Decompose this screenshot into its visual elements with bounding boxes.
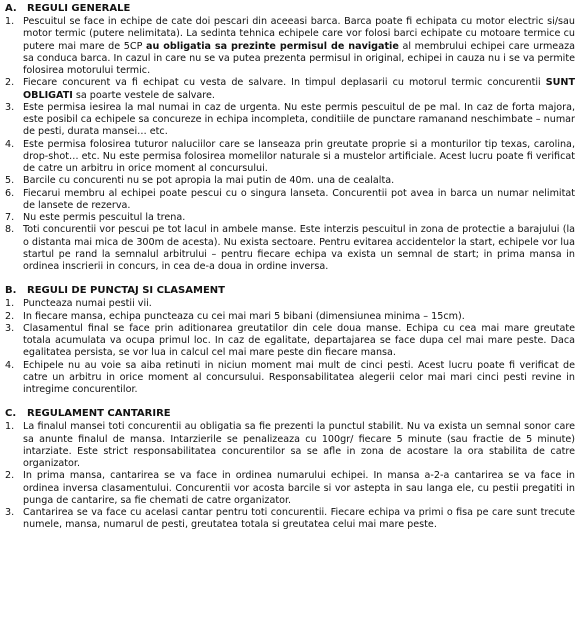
rule-number: 1.: [5, 421, 15, 433]
section-letter: C.: [5, 408, 17, 420]
rule-list: [5, 16, 575, 273]
section-title: REGULAMENT CANTARIRE: [27, 408, 171, 420]
rule-number: 3.: [5, 101, 15, 113]
rule-number: 1.: [5, 298, 15, 310]
rule-item: [5, 311, 575, 323]
section-heading: [5, 2, 575, 15]
rule-item: [5, 16, 575, 77]
rule-number: 4.: [5, 138, 15, 150]
rule-text: [23, 421, 575, 470]
rule-text-part: Este permisa iesirea la mal numai in caz de urgenta. Nu este permis pescuitul de pe mal. In caz de forta majora, este posibil ca echipele sa concureze in echipa incompleta, conditiile de punctare ramanand neschimbate – numar de pesti, durata mansei… etc.: [23, 101, 575, 138]
rule-text: [23, 77, 575, 102]
rule-text: [23, 212, 575, 224]
section-title: REGULI GENERALE: [27, 3, 131, 14]
section-c: [5, 407, 575, 531]
rule-item: [5, 77, 575, 102]
rule-emphasis: SUNT OBLIGATI: [23, 77, 575, 101]
rule-number: 3.: [5, 322, 15, 334]
section-heading: [5, 284, 575, 297]
rule-item: [5, 102, 575, 139]
rule-text: [23, 311, 575, 323]
rule-text: [23, 507, 575, 532]
section-heading: [5, 407, 575, 420]
rule-text-part: Pescuitul se face in echipe de cate doi pescari din aceeasi barca. Barca poate fi echipata cu motor electric si/sau motor termic (putere nelimitata). La sedinta tehnica echipele care vor folosi barci echipate cu motoare termice cu putere mai mare de 5CP: [23, 16, 575, 52]
rule-text: [23, 102, 575, 139]
rule-number: 4.: [5, 359, 15, 371]
rule-text-part: sa poarte vestele de salvare.: [72, 89, 215, 101]
rule-number: 6.: [5, 187, 15, 199]
rule-number: 8.: [5, 224, 15, 236]
rule-item: [5, 507, 575, 532]
section-a: [5, 2, 575, 273]
rule-item: [5, 421, 575, 470]
document: [5, 2, 575, 532]
rule-number: 2.: [5, 310, 15, 322]
rule-text: [23, 175, 575, 187]
rule-number: 7.: [5, 212, 15, 223]
rule-text: [23, 139, 575, 176]
rule-text: [23, 323, 575, 360]
rule-text: [23, 188, 575, 213]
rule-item: [5, 224, 575, 273]
rule-list: [5, 298, 575, 396]
rule-emphasis: au obligatia sa prezinte permisul de navigatie: [146, 40, 399, 52]
rule-text-part: Fiecarui membru al echipei poate pescui cu o singura lanseta. Concurentii pot avea in barca un numar nelimitat de lansete de rezerva.: [23, 187, 575, 211]
rule-text-part: Echipele nu au voie sa aiba retinuti in niciun moment mai mult de cinci pesti. Acest lucru poate fi verificat de catre un arbitru in orice moment al concursului. Responsabilitatea alegerii celor mai mari cinci pesti revine in intregime concurentilor.: [23, 359, 575, 395]
section-b: [5, 284, 575, 396]
rule-text-part: In fiecare mansa, echipa puncteaza cu cei mai mari 5 bibani (dimensiunea minima – 15cm).: [23, 310, 465, 322]
rule-number: 5.: [5, 175, 15, 187]
rule-text-part: Este permisa folosirea tuturor naluciilor care se lanseaza prin greutate proprie si a monturilor tip texas, carolina, drop-shot… etc. Nu este permisa folosirea momelilor naturale si a mustelor artificiale. Acest lucru poate fi verificat de catre un arbitru in orice moment al concursului.: [23, 138, 575, 174]
rule-number: 2.: [5, 470, 15, 482]
rule-text-part: La finalul mansei toti concurentii au obligatia sa fie prezenti la punctul stabilit. Nu va exista un semnal sonor care sa anunte finalul de mansa. Intarzierile se penalizeaza cu 100gr/ fiecare 5 minute (sau fractie de 5 minute) intarziate. Este strict responsabilitatea concurentilor sa se afle in zona de acostare la ora stabilita de catre organizator.: [23, 421, 575, 469]
rule-text-part: In prima mansa, cantarirea se va face in ordinea numarului echipei. In mansa a-2-a cantarirea se va face in ordinea inversa clasamentului. Concurentii vor acosta barcile si vor astepta in sau langa ele, cu pestii pregatiti in punga de cantarire, sa fie chemati de catre organizator.: [23, 470, 575, 506]
rule-number: 3.: [5, 507, 15, 518]
section-title: REGULI DE PUNCTAJ SI CLASAMENT: [27, 285, 225, 297]
section-letter: B.: [5, 285, 17, 297]
rule-item: [5, 139, 575, 176]
rule-item: [5, 188, 575, 213]
rule-text-part: Nu este permis pescuitul la trena.: [23, 212, 186, 223]
rule-text: [23, 470, 575, 507]
section-letter: A.: [5, 3, 17, 14]
rule-text-part: Cantarirea se va face cu acelasi cantar pentru toti concurentii. Fiecare echipa va primi o fisa pe care sunt trecute numele, mansa, numarul de pesti, greutatea totala si greutatea celui mai mare peste.: [23, 507, 575, 531]
rule-text: [23, 224, 575, 273]
rule-text-part: Fiecare concurent va fi echipat cu vesta de salvare. In timpul deplasarii cu motorul termic concurentii: [23, 77, 546, 89]
rule-text: [23, 360, 575, 397]
rule-text-part: Puncteaza numai pestii vii.: [23, 298, 152, 310]
rule-text-part: Toti concurentii vor pescui pe tot lacul in ambele manse. Este interzis pescuitul in zona de protectie a barajului (la o distanta mai mica de 300m de acesta). Nu exista sectoare. Pentru evitarea accidentelor la start, echipele vor lua startul pe rand la semnalul arbitrului – pentru fiecare echipa va exista un semnal de start; in prima mansa in ordinea inscrierii in concurs, in cea de-a doua in ordine inversa.: [23, 224, 575, 272]
rule-text-part: Barcile cu concurenti nu se pot apropia la mai putin de 40m. una de cealalta.: [23, 175, 395, 187]
rule-item: [5, 323, 575, 360]
rule-item: [5, 470, 575, 507]
rule-item: [5, 175, 575, 187]
rule-item: [5, 360, 575, 397]
rule-text-part: Clasamentul final se face prin aditionarea greutatilor din cele doua manse. Echipa cu cea mai mare greutate totala acumulata va ocupa primul loc. In caz de egalitate, departajarea se face dupa cel mai mare peste. Daca egalitatea persista, se vor lua in calcul cel mai mare peste din fiecare mansa.: [23, 322, 575, 359]
rule-text-part: al membrului echipei care urmeaza sa conduca barca. In cazul in care nu se va putea prezenta permisul in original, echipei in cauza nu i se va permite folosirea motorului termic.: [23, 40, 575, 76]
rule-item: [5, 212, 575, 224]
rule-item: [5, 298, 575, 310]
rule-number: 1.: [5, 16, 15, 27]
rule-number: 2.: [5, 77, 15, 89]
rule-text: [23, 16, 575, 77]
rule-text: [23, 298, 575, 310]
rule-list: [5, 421, 575, 531]
